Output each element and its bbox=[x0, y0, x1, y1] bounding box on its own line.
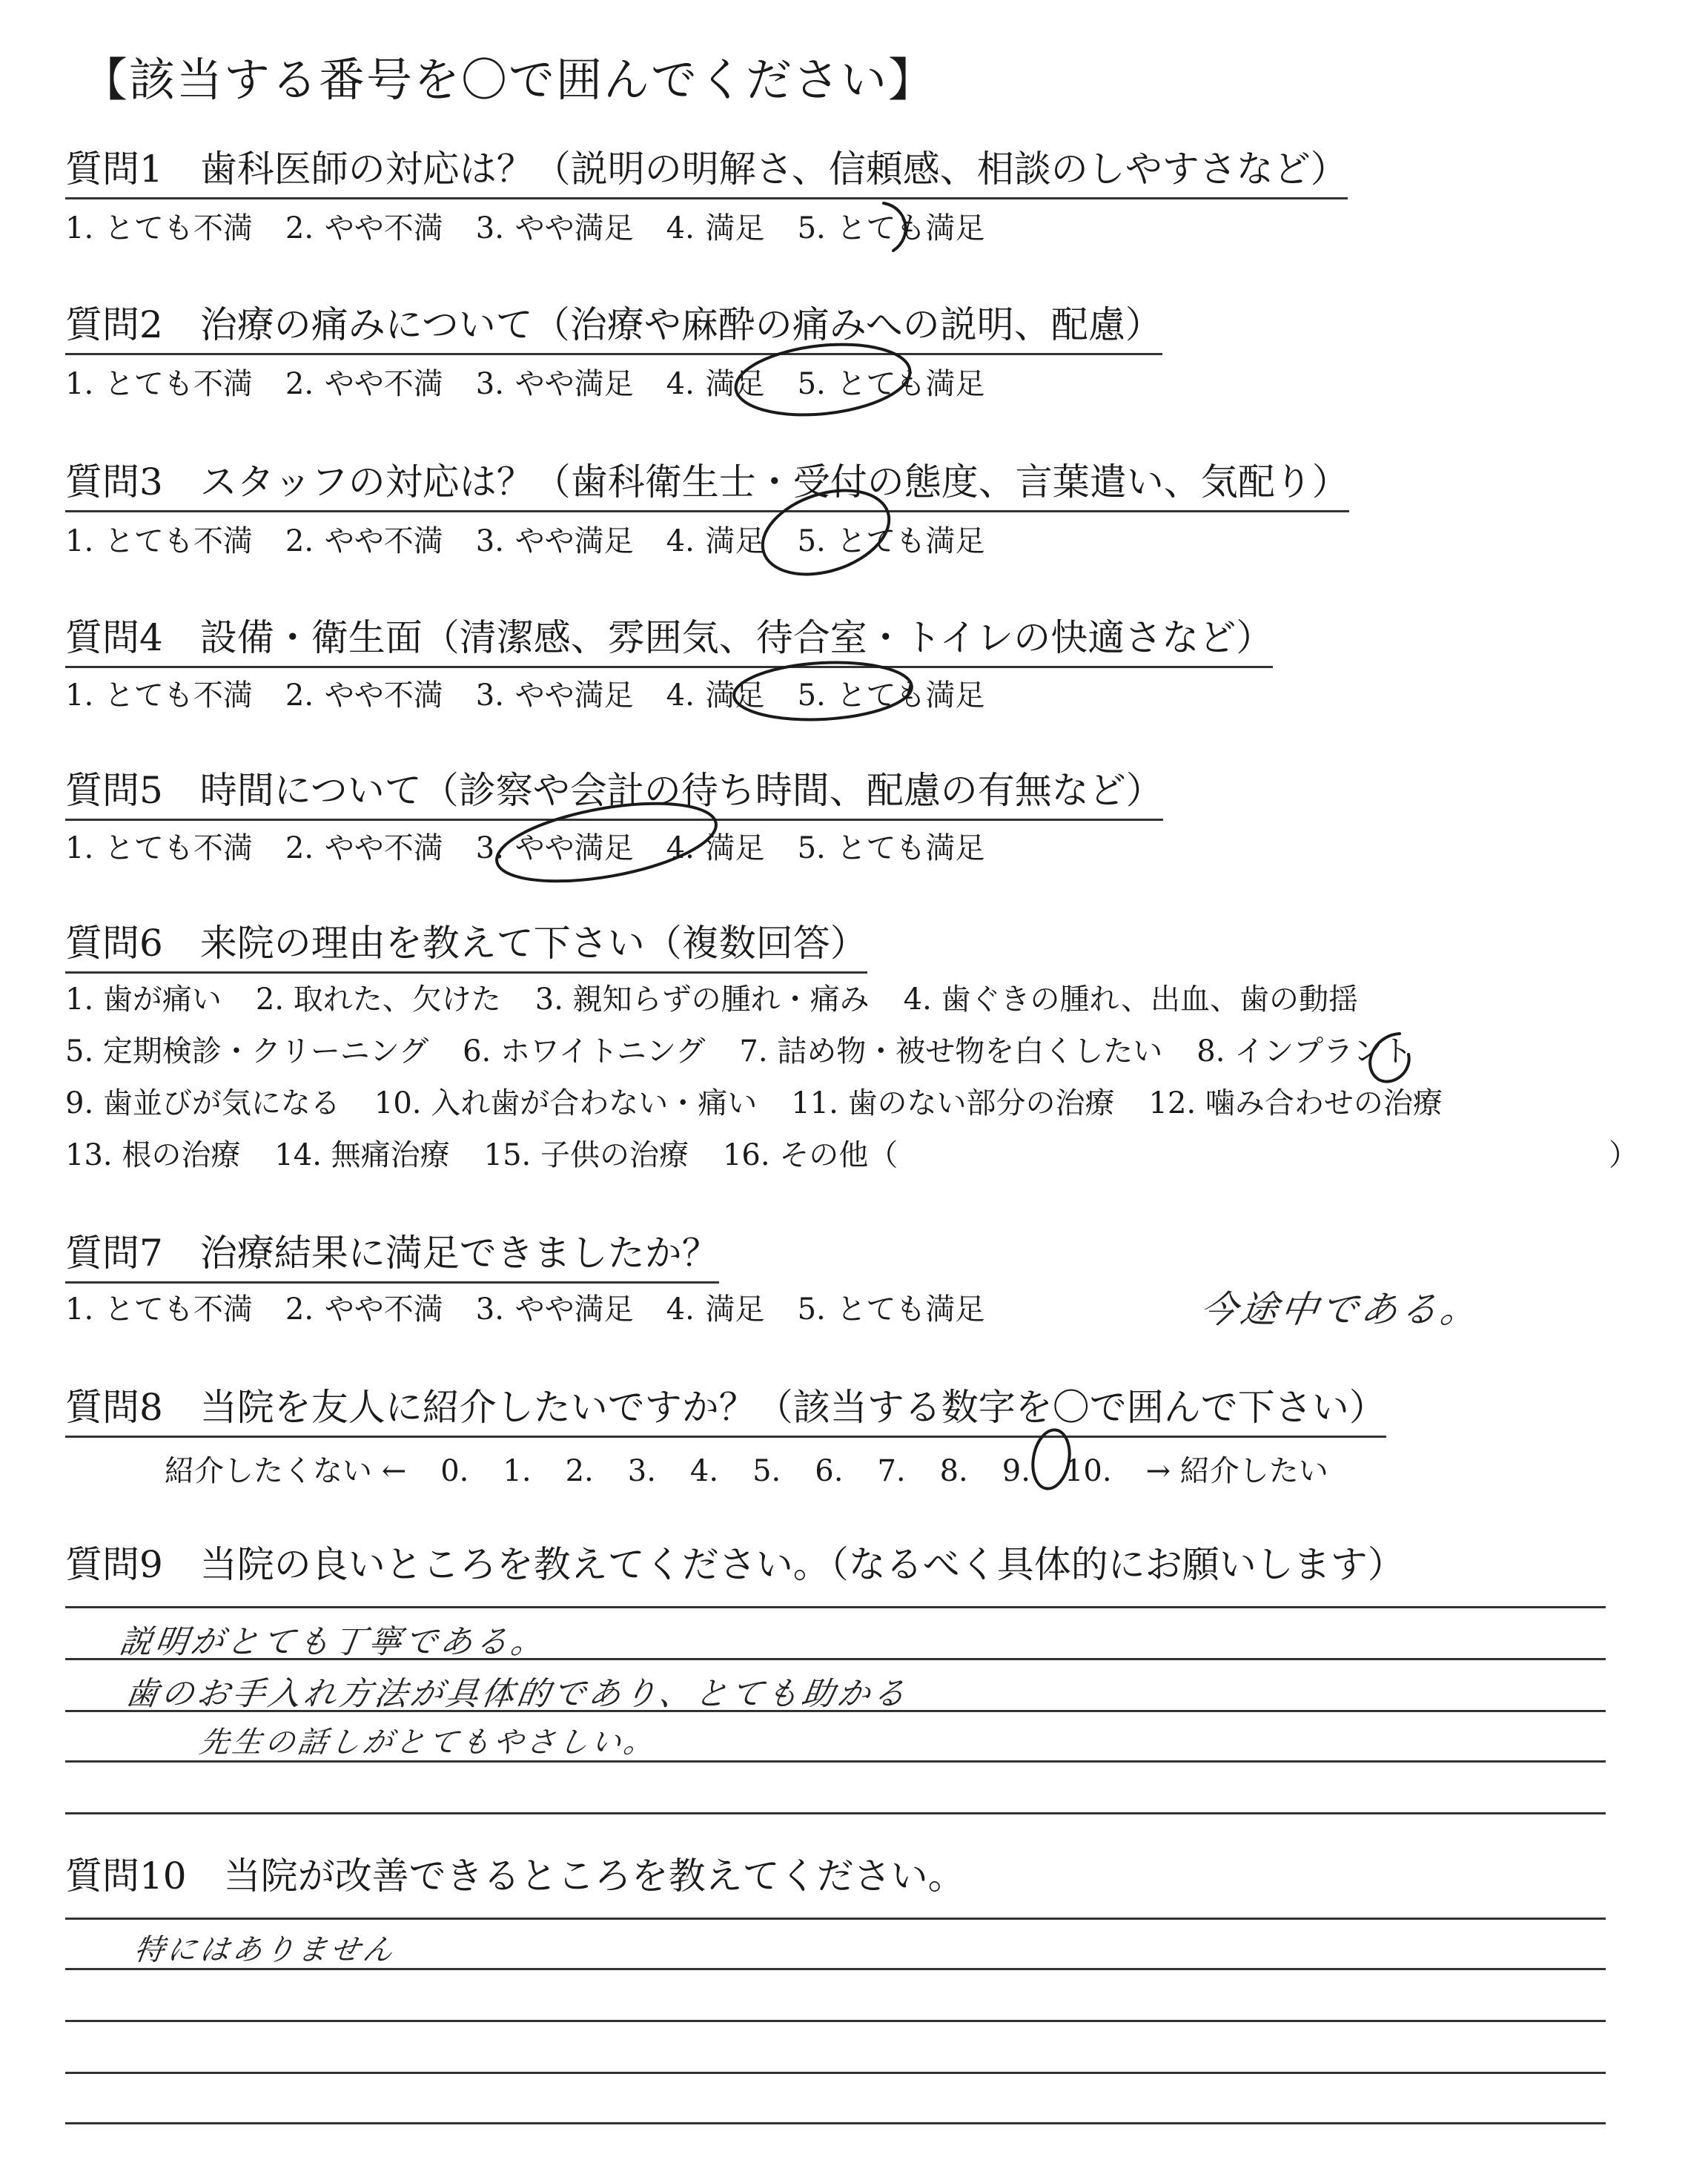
q6-option-6[interactable]: 6. ホワイトニング bbox=[463, 1034, 706, 1069]
q6-option-16[interactable]: 16. その他（ bbox=[722, 1138, 898, 1172]
q8-number-0[interactable]: 0. bbox=[440, 1454, 469, 1488]
q1-option-1[interactable]: 1. とても不満 bbox=[65, 211, 253, 245]
q5-selection-circle bbox=[491, 790, 721, 896]
q6-option-10[interactable]: 10. 入れ歯が合わない・痛い bbox=[374, 1086, 758, 1120]
q2-option-5[interactable]: 5. とても満足 bbox=[797, 367, 985, 401]
q6-selection-circle bbox=[1370, 1034, 1409, 1082]
q5-option-4[interactable]: 4. 満足 bbox=[666, 831, 765, 865]
q6-option-11[interactable]: 11. 歯のない部分の治療 bbox=[791, 1086, 1115, 1120]
q8-number-4[interactable]: 4. bbox=[689, 1454, 719, 1488]
q8-number-3[interactable]: 3. bbox=[627, 1454, 656, 1488]
q9-handwritten-answer-1: 説明がとても丁寧である。 bbox=[116, 1623, 549, 1661]
q8-number-8[interactable]: 8. bbox=[939, 1454, 968, 1488]
q3-option-4[interactable]: 4. 満足 bbox=[666, 524, 765, 558]
q8-right-label: → 紹介したい bbox=[1145, 1454, 1328, 1488]
question-2-title: 質問2 治療の痛みについて（治療や麻酔の痛みへの説明、配慮） bbox=[65, 303, 1162, 355]
q1-option-3[interactable]: 3. やや満足 bbox=[475, 211, 634, 245]
q6-option-14[interactable]: 14. 無痛治療 bbox=[274, 1138, 450, 1172]
form-header: 【該当する番号を〇で囲んでください】 bbox=[82, 53, 936, 107]
q2-option-4[interactable]: 4. 満足 bbox=[666, 367, 765, 401]
question-9-title: 質問9 当院の良いところを教えてください。（なるべく具体的にお願いします） bbox=[65, 1543, 1405, 1586]
q2-option-3[interactable]: 3. やや満足 bbox=[475, 367, 634, 401]
q9-handwritten-answer-3: 先生の話しがとてもやさしい。 bbox=[197, 1725, 659, 1760]
q8-left-label: 紹介したくない ← bbox=[165, 1454, 407, 1488]
q3-option-2[interactable]: 2. やや不満 bbox=[285, 524, 443, 558]
q5-option-3[interactable]: 3. やや満足 bbox=[475, 831, 634, 865]
q6-option-2[interactable]: 2. 取れた、欠けた bbox=[255, 982, 501, 1017]
q4-selection-circle bbox=[732, 658, 913, 724]
q9-handwritten-answer-2: 歯のお手入れ方法が具体的であり、とても助かる bbox=[122, 1675, 911, 1713]
q6-option-3[interactable]: 3. 親知らずの腫れ・痛み bbox=[534, 982, 870, 1017]
question-1-title: 質問1 歯科医師の対応は？（説明の明解さ、信頼感、相談のしやすさなど） bbox=[65, 147, 1348, 199]
q1-option-5[interactable]: 5. とても満足 bbox=[797, 211, 985, 245]
question-7-title: 質問7 治療結果に満足できましたか？ bbox=[65, 1231, 719, 1284]
q5-option-1[interactable]: 1. とても不満 bbox=[65, 831, 253, 865]
q8-number-10[interactable]: 10. bbox=[1064, 1454, 1112, 1488]
question-5-title: 質問5 時間について（診察や会計の待ち時間、配慮の有無など） bbox=[65, 768, 1163, 821]
q4-option-5[interactable]: 5. とても満足 bbox=[797, 678, 985, 713]
q6-option-9[interactable]: 9. 歯並びが気になる bbox=[65, 1086, 340, 1120]
q3-selection-circle bbox=[752, 475, 900, 589]
q10-handwritten-answer-1: 特にはありません bbox=[132, 1933, 398, 1967]
question-10-title: 質問10 当院が改善できるところを教えてください。 bbox=[65, 1855, 965, 1898]
q8-number-6[interactable]: 6. bbox=[815, 1454, 844, 1488]
q7-option-1[interactable]: 1. とても不満 bbox=[65, 1292, 253, 1327]
q8-selection-circle bbox=[1028, 1427, 1073, 1491]
q2-selection-circle bbox=[732, 337, 913, 423]
q4-option-1[interactable]: 1. とても不満 bbox=[65, 678, 253, 713]
q6-other-close-paren: ） bbox=[1609, 1138, 1638, 1172]
q7-option-5[interactable]: 5. とても満足 bbox=[797, 1292, 985, 1327]
q6-option-15[interactable]: 15. 子供の治療 bbox=[483, 1138, 689, 1172]
q3-option-1[interactable]: 1. とても不満 bbox=[65, 524, 253, 558]
q8-number-2[interactable]: 2. bbox=[565, 1454, 594, 1488]
q7-handwritten-note: 今途中である。 bbox=[1197, 1288, 1484, 1331]
q2-option-1[interactable]: 1. とても不満 bbox=[65, 367, 253, 401]
q6-option-12[interactable]: 12. 噛み合わせの治療 bbox=[1148, 1086, 1443, 1120]
question-6-title: 質問6 来院の理由を教えて下さい（複数回答） bbox=[65, 921, 867, 974]
q6-option-13[interactable]: 13. 根の治療 bbox=[65, 1138, 241, 1172]
q3-option-5[interactable]: 5. とても満足 bbox=[797, 524, 985, 558]
q7-option-3[interactable]: 3. やや満足 bbox=[475, 1292, 634, 1327]
q5-option-2[interactable]: 2. やや不満 bbox=[285, 831, 443, 865]
q4-option-2[interactable]: 2. やや不満 bbox=[285, 678, 443, 713]
q7-option-2[interactable]: 2. やや不満 bbox=[285, 1292, 443, 1327]
q4-option-3[interactable]: 3. やや満足 bbox=[475, 678, 634, 713]
q6-option-7[interactable]: 7. 詰め物・被せ物を白くしたい bbox=[739, 1034, 1163, 1069]
q5-option-5[interactable]: 5. とても満足 bbox=[797, 831, 985, 865]
q6-option-8[interactable]: 8. インプラント bbox=[1196, 1034, 1413, 1069]
q8-number-5[interactable]: 5. bbox=[752, 1454, 781, 1488]
q8-number-7[interactable]: 7. bbox=[877, 1454, 906, 1488]
q8-number-1[interactable]: 1. bbox=[503, 1454, 532, 1488]
q8-number-9[interactable]: 9. bbox=[1002, 1454, 1030, 1488]
q1-option-4[interactable]: 4. 満足 bbox=[666, 211, 765, 245]
q6-option-4[interactable]: 4. 歯ぐきの腫れ、出血、歯の動揺 bbox=[903, 982, 1358, 1017]
q4-option-4[interactable]: 4. 満足 bbox=[666, 678, 765, 713]
q2-option-2[interactable]: 2. やや不満 bbox=[285, 367, 443, 401]
question-4-title: 質問4 設備・衛生面（清潔感、雰囲気、待合室・トイレの快適さなど） bbox=[65, 615, 1273, 668]
q6-option-5[interactable]: 5. 定期検診・クリーニング bbox=[65, 1034, 429, 1069]
question-3-title: 質問3 スタッフの対応は？（歯科衛生士・受付の態度、言葉遣い、気配り） bbox=[65, 460, 1349, 512]
q6-option-1[interactable]: 1. 歯が痛い bbox=[65, 982, 222, 1017]
question-8-title: 質問8 当院を友人に紹介したいですか？（該当する数字を〇で囲んで下さい） bbox=[65, 1385, 1386, 1438]
q1-selection-mark bbox=[884, 203, 906, 251]
q1-option-2[interactable]: 2. やや不満 bbox=[285, 211, 443, 245]
q3-option-3[interactable]: 3. やや満足 bbox=[475, 524, 634, 558]
q7-option-4[interactable]: 4. 満足 bbox=[666, 1292, 765, 1327]
